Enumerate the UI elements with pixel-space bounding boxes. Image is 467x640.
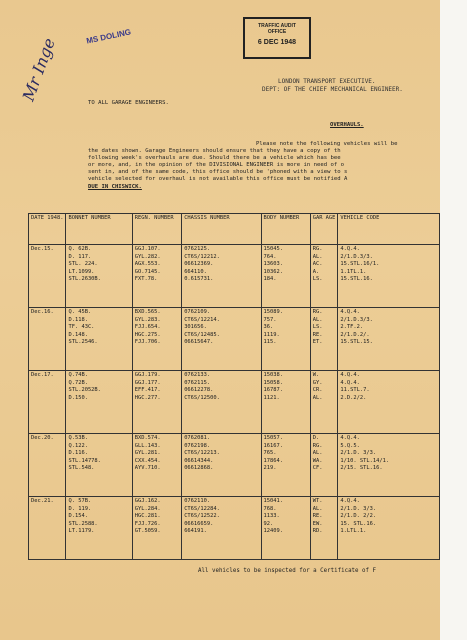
chassis-entry: 06614344. <box>184 457 214 464</box>
regn-entry: GYL.281. <box>134 450 161 457</box>
cell-code <box>338 245 440 308</box>
bonnet-entry: Q.72B. <box>68 379 88 386</box>
code-entry: 2/1.D. 2/2. <box>340 513 377 520</box>
chassis-entry: 0762115. <box>184 379 211 386</box>
bonnet-entry: D.154. <box>68 513 88 520</box>
header-bonnet: BONNET NUMBER <box>66 214 132 245</box>
code-entry: 1.LTL.1. <box>340 528 367 535</box>
body-line-4: or more, and, in the opinion of the DIVISIONAL ENGINEER is more in need of o <box>88 162 344 168</box>
body-entry: 10362. <box>263 268 283 275</box>
bonnet-entry: LT.1099. <box>68 268 95 275</box>
letterhead-line1: LONDON TRANSPORT EXECUTIVE. <box>278 78 376 85</box>
chassis-entry: CT6S/12500. <box>184 394 220 401</box>
code-entry: 15.STL.15. <box>340 339 373 346</box>
code-entry: 15. STL.16. <box>340 520 377 527</box>
code-entry: 4.Q.4. <box>340 372 360 378</box>
body-line-1: Please note the following vehicles will be <box>256 141 398 147</box>
body-line-6: vehicle selected for overhaul is not available this office must be notified A <box>88 176 348 182</box>
code-entry: 15.STL.16. <box>340 276 373 283</box>
regn-entry: AYV.710. <box>134 465 161 472</box>
garage-entry: AL. <box>312 253 323 260</box>
bonnet-entry: Q.74B. <box>68 372 88 378</box>
garage-entry: LS. <box>312 276 323 283</box>
table-row <box>29 371 440 434</box>
body-entry: 15058. <box>263 379 283 386</box>
bonnet-entry: STL.2588. <box>68 520 98 527</box>
body-entry: 757. <box>263 316 277 323</box>
regn-entry: CXX.454. <box>134 457 161 464</box>
stamp-line1: TRAFFIC AUDIT <box>258 23 296 29</box>
body-entry: 1133. <box>263 513 280 520</box>
regn-entry: GGJ.107. <box>134 246 161 252</box>
cell-garage <box>310 497 338 560</box>
stamp-line2: OFFICE <box>267 29 287 35</box>
cell-bonnet <box>66 308 132 371</box>
garage-entry: RG. <box>312 246 323 252</box>
background-edge <box>440 0 467 640</box>
cell-regn <box>132 434 181 497</box>
body-entry: 219. <box>263 465 277 472</box>
cell-date <box>29 371 66 434</box>
bonnet-entry: STL. 224. <box>68 261 98 268</box>
regn-entry: HGC.277. <box>134 394 161 401</box>
code-entry: 11.STL.7. <box>340 387 370 394</box>
code-entry: 4.Q.4. <box>340 435 360 441</box>
garage-entry: WA. <box>312 457 323 464</box>
garage-entry: W. <box>312 372 320 378</box>
code-entry: 2/1.D. 3/3. <box>340 450 377 457</box>
chassis-entry: CT6S/12213. <box>184 450 220 457</box>
regn-entry: BXD.565. <box>134 309 161 315</box>
chassis-entry: 0762198. <box>184 442 211 449</box>
body-entry: 1121. <box>263 394 280 401</box>
regn-entry: FJJ.654. <box>134 324 161 331</box>
handwritten-note: Mr Inge <box>18 35 59 104</box>
garage-entry: RG. <box>312 309 323 315</box>
bonnet-entry: D.148. <box>68 331 88 338</box>
body-entry: 15089. <box>263 309 283 315</box>
cell-date <box>29 434 66 497</box>
body-entry: 184. <box>263 276 277 283</box>
table-row <box>29 245 440 308</box>
date-entry: Dec.16. <box>31 309 54 315</box>
regn-entry: EFF.417. <box>134 387 161 394</box>
cell-chassis <box>182 245 261 308</box>
body-entry: 765. <box>263 450 277 457</box>
regn-entry: HGC.281. <box>134 513 161 520</box>
cell-code <box>338 497 440 560</box>
code-entry: 4.Q.4. <box>340 246 360 252</box>
chassis-entry: 0762081. <box>184 435 211 441</box>
body-entry: 36. <box>263 324 274 331</box>
chassis-entry: CT6S/12212. <box>184 253 220 260</box>
bonnet-entry: D. 119. <box>68 505 92 512</box>
body-entry: 92. <box>263 520 274 527</box>
garage-entry: AL. <box>312 505 323 512</box>
regn-entry: GT.5059. <box>134 528 161 535</box>
cell-garage <box>310 371 338 434</box>
date-entry: Dec.21. <box>31 498 54 504</box>
regn-entry: GGJ.177. <box>134 379 161 386</box>
chassis-entry: 06616659. <box>184 520 214 527</box>
letterhead-line2: DEPT: OF THE CHIEF MECHANICAL ENGINEER. <box>262 86 403 93</box>
code-entry: 4.Q.4. <box>340 379 360 386</box>
body-entry: 13603. <box>263 261 283 268</box>
cell-garage <box>310 245 338 308</box>
regn-entry: AGX.553. <box>134 261 161 268</box>
table-row <box>29 434 440 497</box>
code-entry: 2/1.D.3/3. <box>340 316 373 323</box>
cell-date <box>29 308 66 371</box>
body-entry: 768. <box>263 505 277 512</box>
code-entry: 15.STL.16/1. <box>340 261 380 268</box>
bonnet-entry: TF. 43C. <box>68 324 95 331</box>
chassis-entry: 0762109. <box>184 309 211 315</box>
body-entry: 15038. <box>263 372 283 378</box>
body-entry: 12409. <box>263 528 283 535</box>
garage-entry: RG. <box>312 442 323 449</box>
regn-entry: GGJ.179. <box>134 372 161 378</box>
traffic-audit-stamp <box>243 17 311 59</box>
chassis-entry: CT6S/12284. <box>184 505 220 512</box>
regn-entry: HGC.275. <box>134 331 161 338</box>
garage-entry: CR. <box>312 387 323 394</box>
cell-bonnet <box>66 371 132 434</box>
header-regn: REGN. NUMBER <box>132 214 181 245</box>
code-entry: 4.Q.4. <box>340 309 360 315</box>
code-entry: 4.Q.4. <box>340 498 360 504</box>
garage-entry: A. <box>312 268 320 275</box>
header-code: VEHICLE CODE <box>338 214 440 245</box>
body-entry: 17864. <box>263 457 283 464</box>
bonnet-entry: D. 117. <box>68 253 92 260</box>
cell-body <box>261 497 310 560</box>
garage-entry: GY. <box>312 379 323 386</box>
salutation: TO ALL GARAGE ENGINEERS. <box>88 100 169 106</box>
code-entry: 2/1.D.2/. <box>340 331 370 338</box>
cell-body <box>261 245 310 308</box>
regn-entry: GYL.282. <box>134 253 161 260</box>
subject-heading: OVERHAULS. <box>330 122 364 128</box>
garage-entry: AC. <box>312 261 323 268</box>
bonnet-entry: STL.2630B. <box>68 276 101 283</box>
bonnet-entry: STL.14778. <box>68 457 101 464</box>
regn-entry: GGJ.162. <box>134 498 161 504</box>
chassis-entry: 06612369. <box>184 261 214 268</box>
bonnet-entry: STL.548. <box>68 465 95 472</box>
cell-bonnet <box>66 497 132 560</box>
garage-entry: AL. <box>312 394 323 401</box>
body-entry: 115. <box>263 339 277 346</box>
garage-entry: AL. <box>312 316 323 323</box>
date-entry: Dec.17. <box>31 372 54 378</box>
date-entry: Dec.20. <box>31 435 54 441</box>
cell-code <box>338 308 440 371</box>
regn-entry: BXD.574. <box>134 435 161 441</box>
regn-entry: GLL.143. <box>134 442 161 449</box>
cell-code <box>338 371 440 434</box>
cell-body <box>261 371 310 434</box>
bonnet-entry: Q. 57B. <box>68 498 92 504</box>
body-entry: 15041. <box>263 498 283 504</box>
bonnet-entry: LT.1179. <box>68 528 95 535</box>
regn-entry: GYL.284. <box>134 505 161 512</box>
chassis-entry: 06612868. <box>184 465 214 472</box>
chassis-entry: 0762110. <box>184 498 211 504</box>
cell-regn <box>132 497 181 560</box>
body-entry: 764. <box>263 253 277 260</box>
chassis-entry: 0762133. <box>184 372 211 378</box>
garage-entry: CF. <box>312 465 323 472</box>
body-line-3: following week's overhauls are due. Should there be a vehicle which has bee <box>88 155 341 161</box>
code-entry: 1.1TL.1. <box>340 268 367 275</box>
header-date: DATE 1948. <box>29 214 66 245</box>
regn-entry: FJJ.706. <box>134 339 161 346</box>
cell-body <box>261 308 310 371</box>
header-body: BODY NUMBER <box>261 214 310 245</box>
garage-entry: RD. <box>312 528 323 535</box>
garage-entry: WT. <box>312 498 323 504</box>
cell-regn <box>132 245 181 308</box>
garage-entry: RE. <box>312 331 323 338</box>
garage-entry: D. <box>312 435 320 441</box>
code-entry: 2.TF.2. <box>340 324 364 331</box>
code-entry: 5.Q.5. <box>340 442 360 449</box>
bonnet-entry: Q.122. <box>68 442 88 449</box>
regn-entry: GYL.283. <box>134 316 161 323</box>
bonnet-entry: Q. 62B. <box>68 246 92 252</box>
regn-entry: FJJ.726. <box>134 520 161 527</box>
code-entry: 2/1.D.3/3. <box>340 253 373 260</box>
cell-regn <box>132 308 181 371</box>
bonnet-entry: Q.53B. <box>68 435 88 441</box>
code-entry: 2/1.D. 3/3. <box>340 505 377 512</box>
bonnet-entry: D.150. <box>68 394 88 401</box>
initials-annotation: MS DOLING <box>85 27 132 46</box>
bonnet-entry: D.116. <box>68 450 88 457</box>
bonnet-entry: D.118. <box>68 316 88 323</box>
cell-bonnet <box>66 245 132 308</box>
garage-entry: AL. <box>312 450 323 457</box>
body-line-7: DUE IN CHISWICK. <box>88 184 142 190</box>
cell-code <box>338 434 440 497</box>
cell-chassis <box>182 308 261 371</box>
header-chassis: CHASSIS NUMBER <box>182 214 261 245</box>
table-row <box>29 497 440 560</box>
garage-entry: RE. <box>312 513 323 520</box>
chassis-entry: 664191. <box>184 528 207 535</box>
body-entry: 1119. <box>263 331 280 338</box>
stamp-date: 6 DEC 1948 <box>257 39 297 46</box>
chassis-entry: 06615647. <box>184 339 214 346</box>
garage-entry: LS. <box>312 324 323 331</box>
cell-garage <box>310 434 338 497</box>
body-line-2: the dates shown. Garage Engineers should ensure that they have a copy of th <box>88 148 341 154</box>
cell-date <box>29 497 66 560</box>
cell-body <box>261 434 310 497</box>
cell-regn <box>132 371 181 434</box>
chassis-entry: 301656. <box>184 324 207 331</box>
garage-entry: ET. <box>312 339 323 346</box>
cell-chassis <box>182 434 261 497</box>
code-entry: 1/10. STL.14/1. <box>340 457 390 464</box>
bonnet-entry: STL.2546. <box>68 339 98 346</box>
header-garage: GAR AGE <box>310 214 338 245</box>
cell-chassis <box>182 497 261 560</box>
footer-note: All vehicles to be inspected for a Certificate of F <box>198 568 376 574</box>
chassis-entry: CT6S/12522. <box>184 513 220 520</box>
chassis-entry: CT6S/12214. <box>184 316 220 323</box>
regn-entry: FXT.78. <box>134 276 158 283</box>
table-row <box>29 308 440 371</box>
body-entry: 15045. <box>263 246 283 252</box>
cell-date <box>29 245 66 308</box>
garage-entry: EW. <box>312 520 323 527</box>
regn-entry: GO.7145. <box>134 268 161 275</box>
code-entry: 2.D.2/2. <box>340 394 367 401</box>
overhaul-schedule-table <box>28 213 440 560</box>
code-entry: 2/15. STL.16. <box>340 465 383 472</box>
body-entry: 15057. <box>263 435 283 441</box>
chassis-entry: 0762125. <box>184 246 211 252</box>
body-entry: 16167. <box>263 442 283 449</box>
date-entry: Dec.15. <box>31 246 54 252</box>
cell-bonnet <box>66 434 132 497</box>
body-line-5: sent in, and of the same code, this office should be 'phoned with a view to s <box>88 169 348 175</box>
cell-chassis <box>182 371 261 434</box>
chassis-entry: 0.615731. <box>184 276 214 283</box>
table-header-row <box>29 214 440 245</box>
cell-garage <box>310 308 338 371</box>
chassis-entry: 664110. <box>184 268 207 275</box>
bonnet-entry: STL.2052B. <box>68 387 101 394</box>
bonnet-entry: Q. 45B. <box>68 309 92 315</box>
chassis-entry: CT6S/12485. <box>184 331 220 338</box>
body-entry: 16787. <box>263 387 283 394</box>
chassis-entry: 06612278. <box>184 387 214 394</box>
